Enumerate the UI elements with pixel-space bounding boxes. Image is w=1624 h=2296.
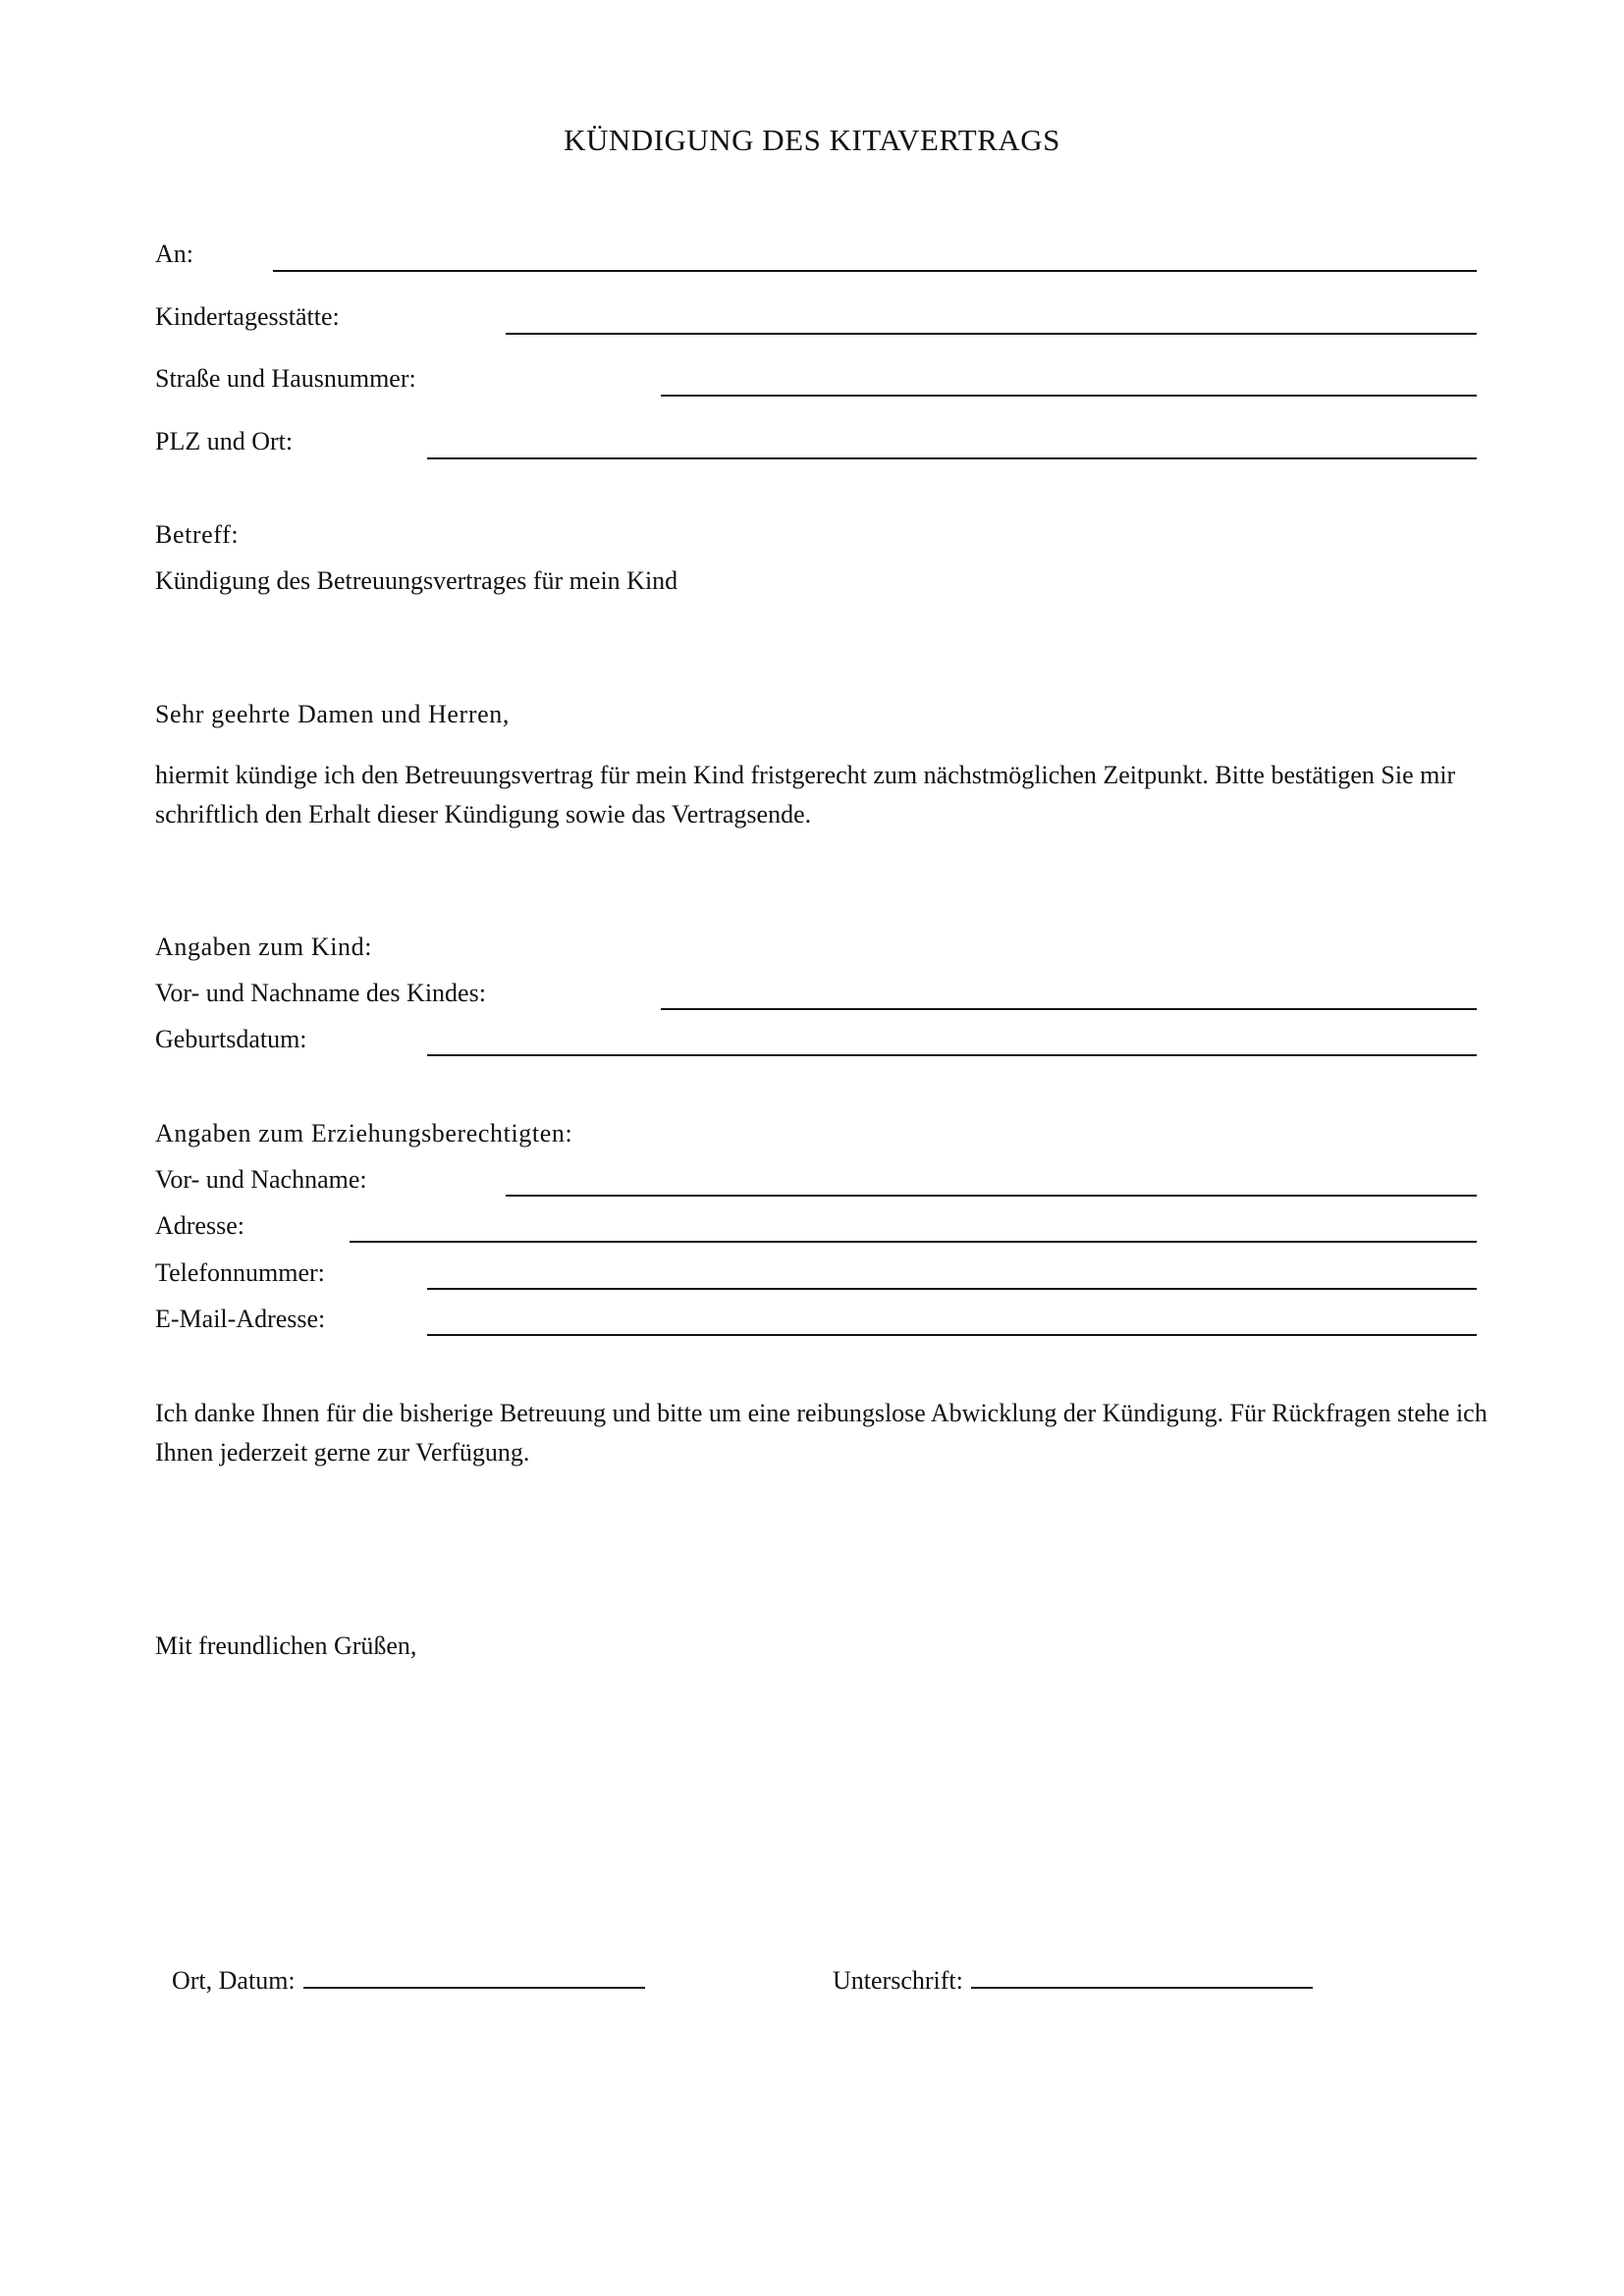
- greeting: Mit freundlichen Grüßen,: [155, 1631, 417, 1660]
- guardian-address-field[interactable]: [350, 1241, 1477, 1243]
- child-name-field[interactable]: [661, 1008, 1477, 1010]
- child-birthdate-label: Geburtsdatum:: [155, 1025, 307, 1053]
- street-label: Straße und Hausnummer:: [155, 364, 416, 393]
- place-date-label: Ort, Datum:: [172, 1966, 296, 1995]
- guardian-phone-field[interactable]: [427, 1288, 1477, 1290]
- child-heading: Angaben zum Kind:: [155, 933, 373, 961]
- signature-field[interactable]: [971, 1963, 1313, 1989]
- guardian-email-field[interactable]: [427, 1334, 1477, 1336]
- place-date-field[interactable]: [303, 1963, 645, 1989]
- guardian-name-label: Vor- und Nachname:: [155, 1165, 367, 1194]
- guardian-address-label: Adresse:: [155, 1211, 244, 1240]
- subject-text: Kündigung des Betreuungsvertrages für mein Kind: [155, 566, 678, 595]
- child-name-label: Vor- und Nachname des Kindes:: [155, 979, 486, 1007]
- city-field[interactable]: [427, 457, 1477, 459]
- signature-label: Unterschrift:: [833, 1966, 963, 1995]
- guardian-phone-label: Telefonnummer:: [155, 1258, 325, 1287]
- kita-label: Kindertagesstätte:: [155, 302, 340, 331]
- child-birthdate-field[interactable]: [427, 1054, 1477, 1056]
- place-date-row: [172, 1963, 645, 1996]
- document-title: KÜNDIGUNG DES KITAVERTRAGS: [564, 123, 1060, 157]
- signature-row: [833, 1963, 1313, 1996]
- closing-paragraph: Ich danke Ihnen für die bisherige Betreuung und bitte um eine reibungslose Abwicklung der Kündigung. Für Rückfragen stehe ich Ihnen jederzeit gerne zur Verfügung.: [155, 1399, 1488, 1467]
- subject-label: Betreff:: [155, 520, 240, 549]
- street-field[interactable]: [661, 395, 1477, 397]
- guardian-name-field[interactable]: [506, 1195, 1477, 1197]
- recipient-field[interactable]: [273, 270, 1477, 272]
- guardian-email-label: E-Mail-Adresse:: [155, 1305, 326, 1333]
- body-paragraph: hiermit kündige ich den Betreuungsvertrag für mein Kind fristgerecht zum nächstmöglichen Zeitpunkt. Bitte bestätigen Sie mir schriftlich den Erhalt dieser Kündigung sowie das Vertragsende.: [155, 761, 1456, 828]
- kita-field[interactable]: [506, 333, 1477, 335]
- guardian-heading: Angaben zum Erziehungsberechtigten:: [155, 1119, 573, 1148]
- city-label: PLZ und Ort:: [155, 427, 294, 455]
- salutation: Sehr geehrte Damen und Herren,: [155, 700, 510, 728]
- recipient-label: An:: [155, 240, 193, 268]
